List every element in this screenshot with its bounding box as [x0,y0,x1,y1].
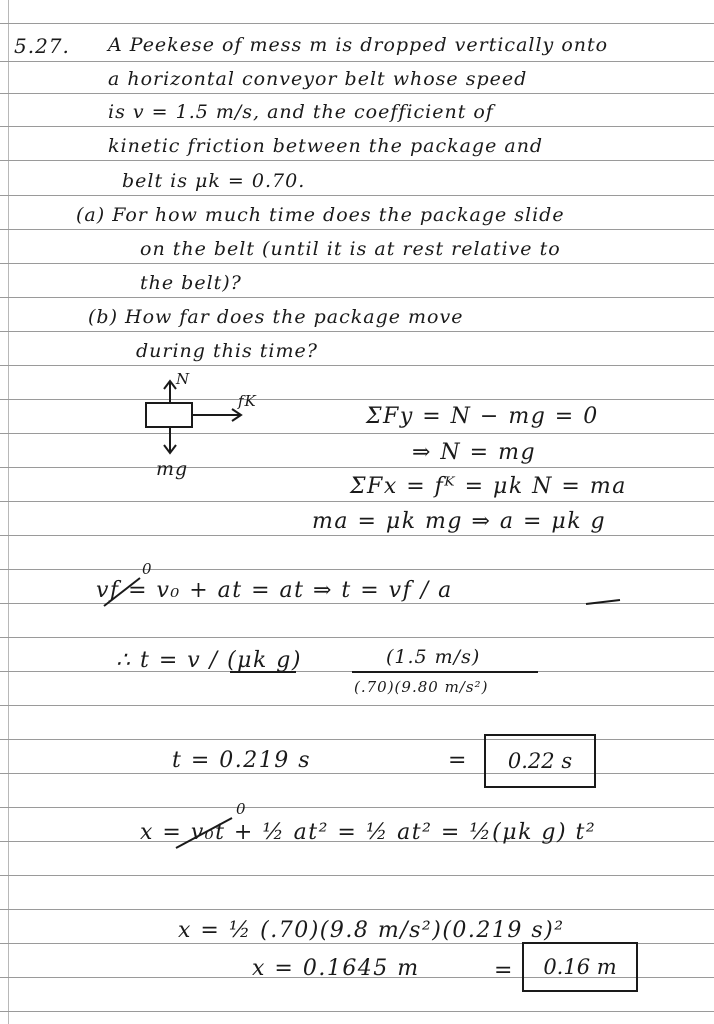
part-a-line: on the belt (until it is at rest relative to [140,238,561,260]
v0-zero-mark-x: 0 [236,800,247,818]
friction-label: fK [238,392,257,410]
t-answer-box: 0.22 s [484,734,596,788]
t-numerator: (1.5 m/s) [386,646,481,668]
t-value: t = 0.219 s [172,748,312,773]
t-denominator: (.70)(9.80 m/s²) [354,678,489,696]
x-substitution: x = ½ (.70)(9.8 m/s²)(0.219 s)² [178,918,565,943]
t-expression: ∴ t = v / (μk g) [116,648,302,673]
v0-zero-mark: 0 [142,560,153,578]
x-equation: x = v₀t + ½ at² = ½ at² = ½(μk g) t² [140,820,597,845]
problem-line: belt is μk = 0.70. [122,170,306,192]
normal-label: N [176,370,191,388]
equals-sign-x: = [494,958,514,983]
package-box [146,403,192,427]
x-answer-box: 0.16 m [522,942,638,992]
problem-line: A Peekese of mess m is dropped vertically onto [108,34,609,56]
problem-line: kinetic friction between the package and [108,135,544,157]
problem-line: a horizontal conveyor belt whose speed [108,68,528,90]
weight-label: mg [156,458,189,480]
sum-fx-equation: ΣFx = fᴷ = μk N = ma [350,474,627,499]
x-value: x = 0.1645 m [252,956,420,981]
vf-equation: vf = v₀ + at = at ⇒ t = vf / a [96,578,453,603]
equals-sign: = [448,748,468,773]
fraction-bar-vf [586,600,620,604]
problem-line: is v = 1.5 m/s, and the coefficient of [108,101,494,123]
part-b-line: (b) How far does the package move [88,306,464,328]
part-a-line: the belt)? [140,272,242,294]
part-a-line: (a) For how much time does the package slide [76,204,565,226]
part-b-line: during this time? [136,340,318,362]
sum-fy-equation: ΣFy = N − mg = 0 [366,404,599,429]
acceleration-equation: ma = μk mg ⇒ a = μk g [312,509,607,534]
problem-number: 5.27. [14,34,70,58]
n-equals-mg: ⇒ N = mg [412,440,537,465]
